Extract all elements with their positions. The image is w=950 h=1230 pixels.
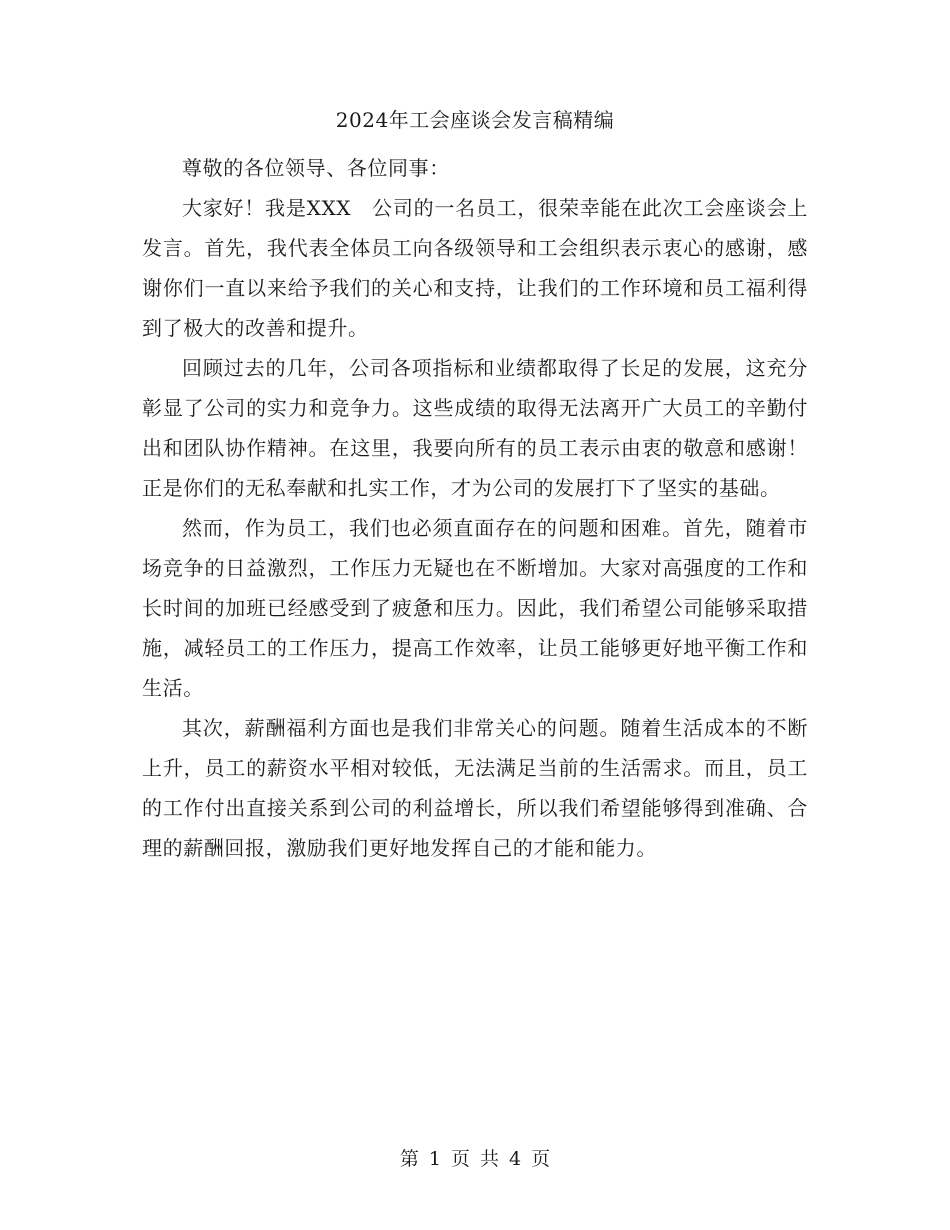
document-title: 2024年工会座谈会发言稿精编 [335, 108, 615, 132]
body-paragraph: 然而，作为员工，我们也必须直面存在的问题和困难。首先，随着市场竞争的日益激烈，工作压力无疑也在不断增加。大家对高强度的工作和长时间的加班已经感受到了疲惫和压力。因此，我们希望公司能够采取措施，减轻员工的工作压力，提高工作效率，让员工能够更好地平衡工作和生活。 [142, 516, 808, 700]
body-paragraph: 大家好！我是XXX 公司的一名员工，很荣幸能在此次工会座谈会上发言。首先，我代表全体员工向各级领导和工会组织表示衷心的感谢，感谢你们一直以来给予我们的关心和支持，让我们的工作环境和员工福利得到了极大的改善和提升。 [142, 196, 808, 340]
body-paragraph: 回顾过去的几年，公司各项指标和业绩都取得了长足的发展，这充分彰显了公司的实力和竞争力。这些成绩的取得无法离开广大员工的辛勤付出和团队协作精神。在这里，我要向所有的员工表示由衷的敬意和感谢！正是你们的无私奉献和扎实工作，才为公司的发展打下了坚实的基础。 [142, 356, 808, 500]
body-paragraph: 其次，薪酬福利方面也是我们非常关心的问题。随着生活成本的不断上升，员工的薪资水平相对较低，无法满足当前的生活需求。而且，员工的工作付出直接关系到公司的利益增长，所以我们希望能够得到准确、合理的薪酬回报，激励我们更好地发挥自己的才能和能力。 [142, 716, 808, 860]
page-number-footer: 第 1 页 共 4 页 [399, 1148, 551, 1170]
salutation-paragraph: 尊敬的各位领导、各位同事： [182, 156, 450, 180]
document-body [142, 148, 808, 868]
